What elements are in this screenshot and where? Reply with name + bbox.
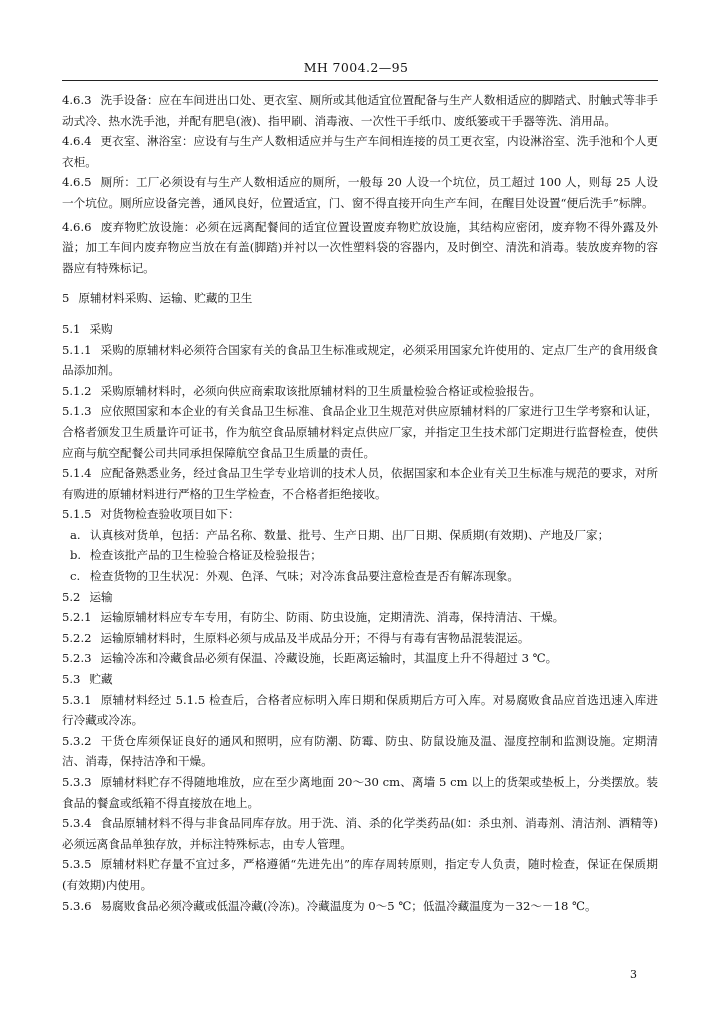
clause-4-6-6 bbox=[62, 217, 658, 279]
clause-number: 5.2.1 bbox=[62, 610, 92, 625]
clause-4-6-4 bbox=[62, 131, 658, 172]
clause-5-3-3 bbox=[62, 772, 658, 813]
subsection-5-3-heading bbox=[62, 669, 658, 690]
clause-number: 5.1.2 bbox=[62, 383, 92, 398]
section-title: 原辅材料采购、运输、贮藏的卫生 bbox=[78, 291, 253, 306]
clause-number: 5.1.4 bbox=[62, 466, 92, 481]
clause-text: 采购原辅材料时，必须向供应商索取该批原辅材料的卫生质量检验合格证或检验报告。 bbox=[100, 383, 542, 398]
section-number: 5.1 bbox=[62, 321, 81, 336]
clause-text: 洗手设备：应在车间进出口处、更衣室、厕所或其他适宜位置配备与生产人数相适应的脚踏式、肘触式等非手动式冷、热水洗手池，并配有肥皂(液)、指甲刷、消毒液、一次性干手纸巾、废纸篓或干手器等洗、消用品。 bbox=[62, 93, 658, 128]
clause-5-1-3 bbox=[62, 401, 658, 463]
clause-text: 干货仓库须保证良好的通风和照明，应有防潮、防霉、防虫、防鼠设施及温、湿度控制和监测设施。定期清洁、消毒，保持洁净和干燥。 bbox=[62, 733, 658, 769]
clause-5-3-6 bbox=[62, 896, 658, 917]
list-item-a bbox=[62, 525, 658, 546]
clause-5-2-3 bbox=[62, 648, 658, 669]
clause-text: 运输原辅材料应专车专用，有防尘、防雨、防虫设施，定期清洗、消毒，保持清洁、干燥。 bbox=[100, 610, 565, 625]
list-item-c bbox=[62, 566, 658, 587]
clause-5-3-4 bbox=[62, 813, 658, 854]
clause-number: 5.3.2 bbox=[62, 733, 92, 748]
clause-5-3-1 bbox=[62, 690, 658, 731]
clause-5-1-1 bbox=[62, 340, 658, 381]
clause-text: 废弃物贮放设施：必须在远离配餐间的适宜位置设置废弃物贮放设施，其结构应密闭，废弃物不得外露及外溢；加工车间内废弃物应当放在有盖(脚踏)并衬以一次性塑料袋的容器内，及时倒空、清洗和消毒。装放废弃物的容器应有特殊标记。 bbox=[62, 219, 658, 275]
clause-text: 运输原辅材料时，生原料必须与成品及半成品分开；不得与有毒有害物品混装混运。 bbox=[100, 630, 530, 645]
clause-4-6-5 bbox=[62, 172, 658, 213]
list-item-text: 检查货物的卫生状况：外观、色泽、气味；对冷冻食品要注意检查是否有解冻现象。 bbox=[90, 569, 519, 584]
clause-text: 运输冷冻和冷藏食品必须有保温、冷藏设施，长距离运输时，其温度上升不得超过 3 ℃。 bbox=[100, 651, 558, 666]
section-title: 贮藏 bbox=[89, 672, 113, 687]
clause-text: 应依照国家和本企业的有关食品卫生标准、食品企业卫生规范对供应原辅材料的厂家进行卫生学考察和认证，合格者颁发卫生质量许可证书，作为航空食品原辅材料定点供应厂家，并指定卫生技术部门定期进行监督检查，使供应商与航空配餐公司共同承担保障航空食品卫生质量的责任。 bbox=[62, 404, 658, 460]
section-title: 运输 bbox=[89, 589, 113, 604]
clause-number: 4.6.5 bbox=[62, 175, 92, 190]
clause-text: 易腐败食品必须冷藏或低温冷藏(冷冻)。冷藏温度为 0～5 ℃；低温冷藏温度为－32～－18 ℃。 bbox=[100, 898, 597, 913]
list-marker: a. bbox=[70, 527, 81, 542]
clause-5-1-2 bbox=[62, 381, 658, 402]
clause-text: 对货物检查验收项目如下： bbox=[100, 507, 240, 522]
clause-text: 原辅材料贮存不得随地堆放，应在至少离地面 20～30 cm、离墙 5 cm 以上的货架或垫板上，分类摆放。装食品的餐盒或纸箱不得直接放在地上。 bbox=[62, 775, 658, 810]
clause-number: 5.3.1 bbox=[62, 692, 92, 707]
clause-text: 食品原辅材料不得与非食品同库存放。用于洗、消、杀的化学类药品(如：杀虫剂、消毒剂、清洁剂、酒精等)必须远离食品单独存放，并标注特殊标志，由专人管理。 bbox=[62, 816, 658, 851]
clause-text: 应配备熟悉业务，经过食品卫生学专业培训的技术人员，依据国家和本企业有关卫生标准与规范的要求，对所有购进的原辅材料进行严格的卫生学检查，不合格者拒绝接收。 bbox=[62, 466, 658, 501]
subsection-5-1-heading bbox=[62, 319, 658, 340]
list-marker: c. bbox=[70, 569, 81, 584]
section-title: 采购 bbox=[89, 321, 113, 336]
list-item-text: 检查该批产品的卫生检验合格证及检验报告； bbox=[90, 548, 322, 563]
clause-text: 采购的原辅材料必须符合国家有关的食品卫生标准或规定，必须采用国家允许使用的、定点厂生产的食用级食品添加剂。 bbox=[62, 342, 658, 378]
clause-number: 4.6.3 bbox=[62, 93, 92, 107]
list-marker: b. bbox=[70, 548, 82, 563]
subsection-5-2-heading bbox=[62, 587, 658, 608]
document-body bbox=[62, 90, 658, 916]
section-number: 5.3 bbox=[62, 672, 81, 687]
clause-number: 5.3.3 bbox=[62, 775, 92, 789]
header-divider bbox=[62, 80, 658, 81]
clause-5-1-5 bbox=[62, 504, 658, 525]
clause-text: 厕所：工厂必须设有与生产人数相适应的厕所，一般每 20 人设一个坑位，员工超过 100 人，则每 25 人设一个坑位。厕所应设备完善，通风良好，位置适宜，门、窗不得直接开向生产车间，在醒目处设置“便后洗手”标牌。 bbox=[62, 175, 658, 210]
clause-text: 原辅材料贮存量不宜过多，严格遵循“先进先出”的库存周转原则，指定专人负责，随时检查，保证在保质期(有效期)内使用。 bbox=[62, 857, 658, 892]
list-item-b bbox=[62, 545, 658, 566]
clause-number: 4.6.6 bbox=[62, 219, 92, 234]
clause-number: 5.1.3 bbox=[62, 404, 92, 419]
section-number: 5 bbox=[62, 291, 70, 306]
list-item-text: 认真核对货单，包括：产品名称、数量、批号、生产日期、出厂日期、保质期(有效期)、产地及厂家； bbox=[90, 527, 610, 542]
clause-5-3-2 bbox=[62, 731, 658, 772]
clause-number: 5.3.5 bbox=[62, 857, 92, 872]
clause-number: 4.6.4 bbox=[62, 134, 92, 149]
section-number: 5.2 bbox=[62, 589, 81, 604]
clause-text: 原辅材料经过 5.1.5 检查后，合格者应标明入库日期和保质期后方可入库。对易腐败食品应首选迅速入库进行冷藏或冷冻。 bbox=[62, 692, 658, 728]
clause-5-2-1 bbox=[62, 607, 658, 628]
clause-number: 5.2.3 bbox=[62, 651, 92, 666]
clause-number: 5.2.2 bbox=[62, 630, 92, 645]
clause-4-6-3 bbox=[62, 90, 658, 131]
document-code: MH 7004.2—95 bbox=[303, 60, 409, 75]
clause-number: 5.1.1 bbox=[62, 342, 92, 357]
clause-number: 5.3.6 bbox=[62, 898, 92, 913]
clause-5-3-5 bbox=[62, 854, 658, 895]
clause-number: 5.1.5 bbox=[62, 507, 92, 522]
clause-5-1-4 bbox=[62, 463, 658, 504]
page-number: 3 bbox=[630, 968, 637, 981]
clause-text: 更衣室、淋浴室：应设有与生产人数相适应并与生产车间相连接的员工更衣室，内设淋浴室、洗手池和个人更衣柜。 bbox=[62, 134, 658, 169]
clause-5-2-2 bbox=[62, 628, 658, 649]
section-5-heading bbox=[62, 288, 658, 309]
clause-number: 5.3.4 bbox=[62, 816, 92, 831]
